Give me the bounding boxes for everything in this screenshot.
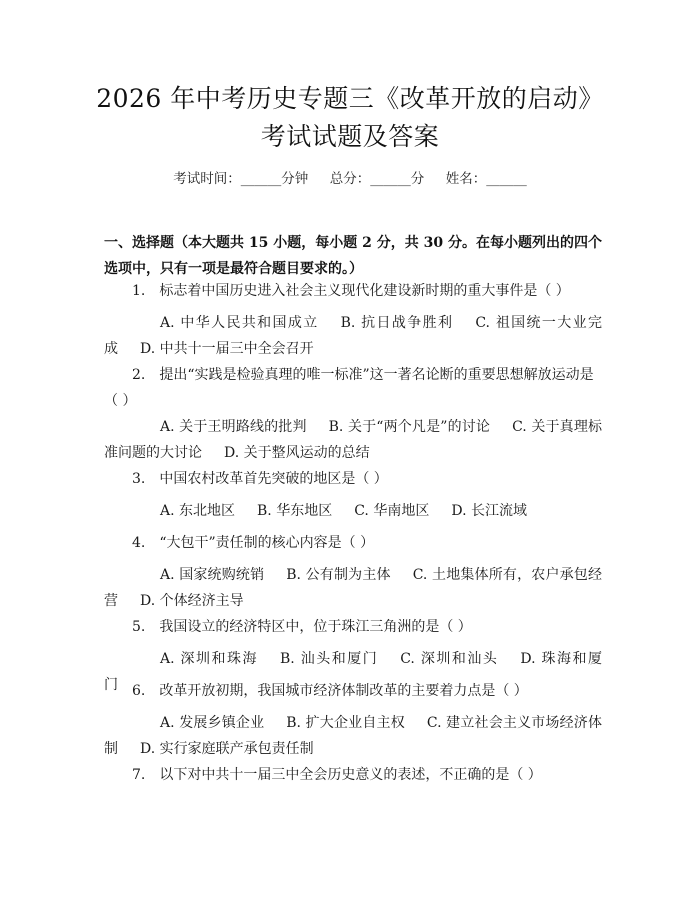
option-d: D. 关于整风运动的总结	[224, 445, 370, 461]
question-text: 我国设立的经济特区中，位于珠江三角洲的是（ ）	[159, 619, 472, 635]
option-b: B. 关于“两个凡是”的讨论	[328, 419, 491, 435]
question-2-options	[104, 414, 602, 466]
option-d: D. 中共十一届三中全会召开	[140, 341, 314, 357]
question-1-options	[104, 310, 602, 362]
option-d: D. 个体经济主导	[140, 593, 244, 609]
section-heading: 一、选择题（本大题共 15 小题，每小题 2 分，共 30 分。在每小题列出的四个选项中，只有一项是最符合题目要求的。）	[104, 235, 602, 277]
question-text: 提出“实践是检验真理的唯一标准”这一著名论断的重要思想解放运动是（ ）	[104, 367, 594, 409]
question-text: 以下对中共十一届三中全会历史意义的表述，不正确的是（ ）	[159, 767, 542, 783]
question-4-stem	[104, 530, 602, 556]
exam-title-line1: 2026 年中考历史专题三《改革开放的启动》	[96, 84, 604, 113]
option-b: B. 华东地区	[257, 503, 333, 519]
question-number: 3.	[132, 471, 146, 487]
option-c: C. 关于真理标准问题的大讨论	[104, 419, 602, 461]
option-d: D. 实行家庭联产承包责任制	[140, 741, 314, 757]
option-c: C. 土地集体所有，农户承包经营	[104, 567, 602, 609]
question-number: 5.	[132, 619, 146, 635]
option-c: C. 华南地区	[354, 503, 430, 519]
option-b: B. 扩大企业自主权	[286, 715, 405, 731]
question-5-stem	[104, 614, 602, 640]
option-a: A. 关于王明路线的批判	[160, 419, 307, 435]
option-a: A. 国家统购统销	[160, 567, 265, 583]
option-c: C. 深圳和汕头	[400, 651, 499, 667]
option-b: B. 公有制为主体	[286, 567, 391, 583]
question-number: 1.	[132, 283, 146, 299]
question-7-stem	[104, 762, 602, 788]
question-text: “大包干”责任制的核心内容是（ ）	[159, 535, 375, 551]
question-number: 7.	[132, 767, 146, 783]
question-number: 6.	[132, 683, 146, 699]
exam-meta-info: 考试时间：______分钟 总分：______分 姓名：______	[173, 171, 527, 187]
option-b: B. 抗日战争胜利	[340, 315, 454, 331]
question-text: 标志着中国历史进入社会主义现代化建设新时期的重大事件是（ ）	[159, 283, 570, 299]
option-c: C. 祖国统一大业完成	[104, 315, 602, 357]
option-d: D. 珠海和厦门	[104, 651, 602, 693]
question-1-stem	[104, 278, 602, 304]
question-3-stem	[104, 466, 602, 492]
question-text: 改革开放初期，我国城市经济体制改革的主要着力点是（ ）	[159, 683, 528, 699]
question-6-options	[104, 710, 602, 762]
question-number: 4.	[132, 535, 146, 551]
option-b: B. 汕头和厦门	[280, 651, 379, 667]
option-a: A. 发展乡镇企业	[160, 715, 265, 731]
question-number: 2.	[132, 367, 146, 383]
question-3-options	[104, 498, 602, 524]
option-c: C. 建立社会主义市场经济体制	[104, 715, 602, 757]
question-6-stem	[104, 678, 602, 704]
option-a: A. 深圳和珠海	[160, 651, 259, 667]
option-d: D. 长江流域	[451, 503, 527, 519]
exam-title-line2: 考试试题及答案	[260, 122, 440, 151]
question-text: 中国农村改革首先突破的地区是（ ）	[159, 471, 388, 487]
question-4-options	[104, 562, 602, 614]
option-a: A. 中华人民共和国成立	[160, 315, 319, 331]
question-2-stem	[104, 362, 602, 414]
option-a: A. 东北地区	[160, 503, 236, 519]
